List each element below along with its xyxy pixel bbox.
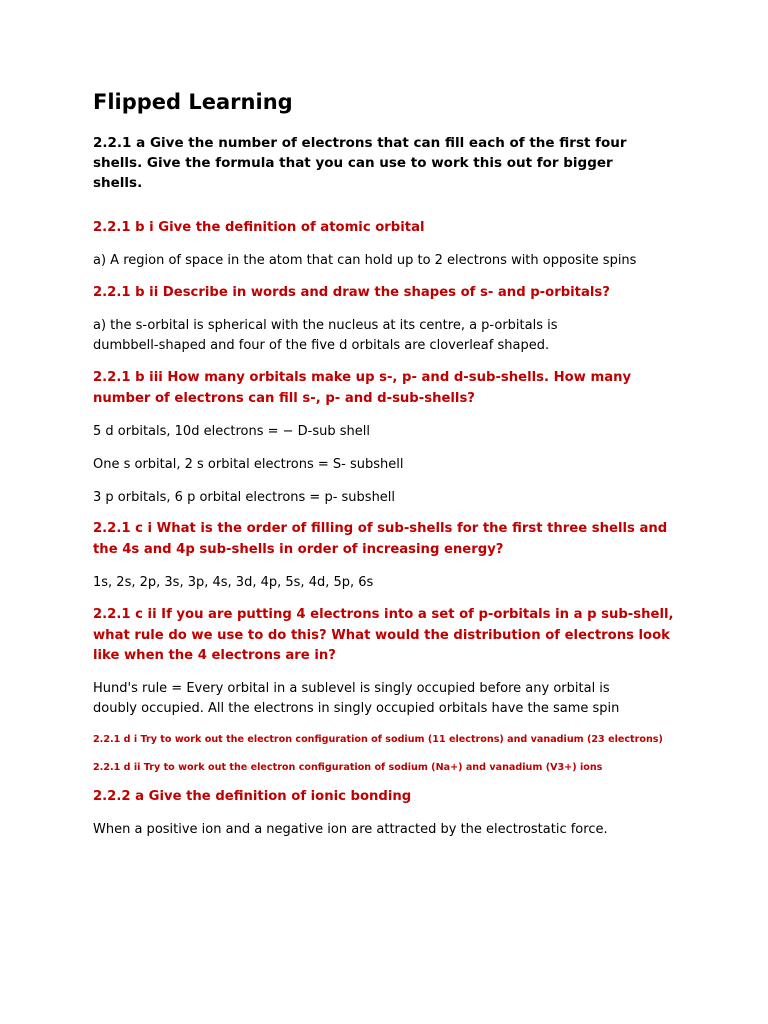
question-2-2-1-d-ii: 2.2.1 d ii Try to work out the electron configuration of sodium (Na+) and vanadium (V3+) ions — [93, 762, 603, 773]
question-2-2-2-a: 2.2.2 a Give the definition of ionic bonding — [93, 789, 412, 804]
answer-2-2-1-b-iii-line-3: 3 p orbitals, 6 p orbital electrons = p- subshell — [93, 490, 396, 505]
answer-2-2-1-b-iii-line-2: One s orbital, 2 s orbital electrons = S- subshell — [93, 457, 404, 472]
answer-2-2-2-a: When a positive ion and a negative ion are attracted by the electrostatic force. — [93, 822, 608, 837]
question-2-2-1-d-i: 2.2.1 d i Try to work out the electron configuration of sodium (11 electrons) and vanadium (23 electrons) — [93, 734, 663, 745]
question-2-2-1-c-i: 2.2.1 c i What is the order of filling of sub-shells for the first three shells and the 4s and 4p sub-shells in order of increasing energy? — [93, 521, 668, 557]
answer-2-2-1-b-ii: a) the s-orbital is spherical with the nucleus at its centre, a p-orbitals is dumbbell-shaped and four of the five d orbitals are cloverleaf shaped. — [93, 318, 558, 353]
answer-2-2-1-b-iii-line-1: 5 d orbitals, 10d electrons = − D-sub shell — [93, 424, 370, 439]
question-2-2-1-b-iii: 2.2.1 b iii How many orbitals make up s-, p- and d-sub-shells. How many number of electrons can fill s-, p- and d-sub-shells? — [93, 370, 632, 406]
question-2-2-1-b-i: 2.2.1 b i Give the definition of atomic orbital — [93, 220, 425, 235]
question-2-2-1-c-ii: 2.2.1 c ii If you are putting 4 electrons into a set of p-orbitals in a p sub-shell, what rule do we use to do this? What would the distribution of electrons look like when the 4 electrons are in? — [93, 607, 674, 663]
page-title: Flipped Learning — [93, 90, 293, 114]
answer-2-2-1-c-i: 1s, 2s, 2p, 3s, 3p, 4s, 3d, 4p, 5s, 4d, 5p, 6s — [93, 575, 374, 590]
answer-2-2-1-b-i: a) A region of space in the atom that can hold up to 2 electrons with opposite spins — [93, 253, 637, 268]
answer-2-2-1-c-ii: Hund's rule = Every orbital in a sublevel is singly occupied before any orbital is doubly occupied. All the electrons in singly occupied orbitals have the same spin — [93, 681, 620, 716]
intro-question: 2.2.1 a Give the number of electrons that can fill each of the first four shells. Give the formula that you can use to work this out for bigger shells. — [93, 135, 627, 191]
question-2-2-1-b-ii: 2.2.1 b ii Describe in words and draw the shapes of s- and p-orbitals? — [93, 285, 610, 300]
